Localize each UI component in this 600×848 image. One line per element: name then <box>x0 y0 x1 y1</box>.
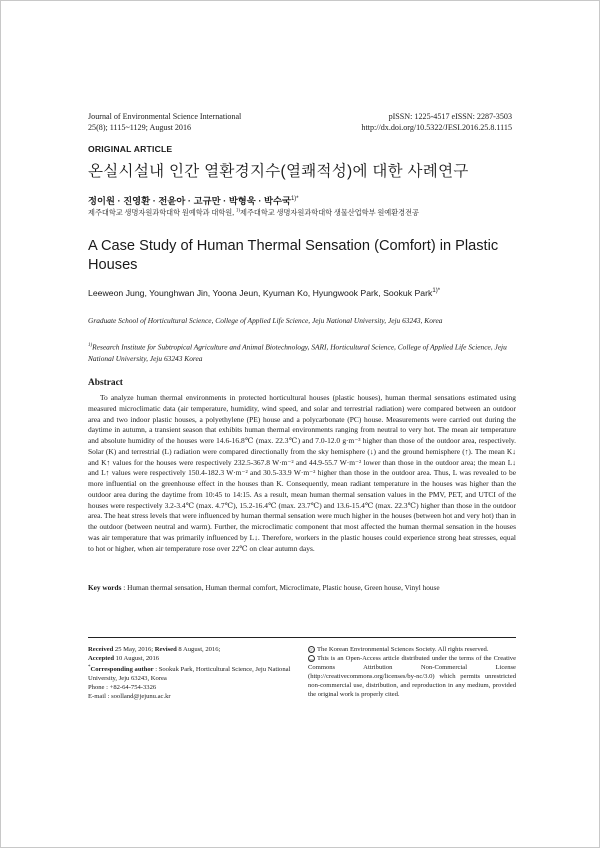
journal-doi[interactable]: http://dx.doi.org/10.5322/JESI.2016.25.8.1115 <box>361 123 512 132</box>
footer-divider <box>88 637 516 638</box>
received-revised-line <box>88 645 300 654</box>
korean-affiliation-b: 제주대학교 생명자원과학대학 생물산업학부 원예환경전공 <box>240 209 420 217</box>
copyright-line <box>308 645 516 654</box>
affiliation-2-text: Research Institute for Subtropical Agriculture and Animal Biotechnology, SARI, Horticultural Science, College of Applied Life Science, Jeju National University, Jeju 63243 Korea <box>88 342 507 363</box>
phone: Phone : +82-64-754-3326 <box>88 684 157 692</box>
journal-issue: 25(8); 1115~1129; August 2016 <box>88 123 192 132</box>
journal-name: Journal of Environmental Science International <box>88 112 242 121</box>
copyright-icon: ⓒ <box>309 648 314 653</box>
affiliation-2-superscript: 1) <box>88 343 93 348</box>
revised-date: 8 August, 2016; <box>176 646 221 653</box>
journal-issn: pISSN: 1225-4517 eISSN: 2287-3503 <box>388 112 512 121</box>
korean-authors-superscript: 1)* <box>290 195 299 202</box>
copyright-text: The Korean Environmental Sciences Society. All rights reserved. <box>317 646 489 653</box>
korean-authors <box>88 193 299 207</box>
corresponding-superscript: * <box>88 665 91 670</box>
journal-info-right <box>361 111 512 133</box>
english-authors-superscript: 1)* <box>432 288 441 294</box>
email[interactable]: E-mail : soolland@jejunu.ac.kr <box>88 693 171 701</box>
english-authors-names: Leeweon Jung, Younghwan Jin, Yoona Jeun, Kyuman Ko, Hyungwook Park, Sookuk Park <box>88 287 433 298</box>
received-date: 25 May, 2016; <box>113 646 155 653</box>
korean-authors-names: 정이원 · 진영환 · 전윤아 · 고규만 · 박형욱 · 박수국 <box>88 196 291 206</box>
corresponding-text: : Sookuk Park, Horticultural Science, Jeju National University, Jeju 63243, Korea <box>88 666 291 683</box>
abstract-body: To analyze human thermal environments in protected horticultural houses (plastic houses), human thermal sensations estimated using measured microclimatic data (air temperature, humidity, wind speed, and solar and terrestrial radiation) were compared between an outdoor area and two indoor plastic houses, a polyethylene (PE) house and a polycarbonate (PC) house. Measurements were carried out during the daytime in autumn, a transient season that exhibits human thermal environments ranging from neutral to very hot. The mean air temperature and absolute humidity of the houses were 14.6-16.8℃ (max. 22.3℃) and 7.0-12.0 g·m⁻³ higher than those of the outdoor area, respectively. Solar (K) and terrestrial (L) radiation were compared directionally from the sky hemisphere (↓) and the ground hemisphere (↑). The mean K↓ and K↑ values for the houses were respectively 232.5-367.8 W·m⁻² and 44.9-55.7 W·m⁻² lower than those in the outdoor area; the mean L↓ and L↑ values were respectively 150.4-182.3 W·m⁻² and 30.5-33.9 W·m⁻² higher than those in the outdoor area. Thus, L was revealed to be more influential on the greenhouse effect in the houses than K. Consequently, mean radiant temperature in the houses was higher than the outdoor area during the daytime from 10:45 to 14:15. As a result, mean human thermal sensation values in the PMV, PET, and UTCI of the houses were respectively 3.2-3.4℃ (max. 4.7℃), 15.2-16.4℃ (max. 23.7℃) and 13.6-15.4℃ (max. 22.3℃) higher than those in the outdoor area. The heat stress levels that were influenced by human thermal sensation were much higher in the houses (between hot and very hot) than in the outdoor (between neutral and warm). Further, the microclimatic component that most affected the human thermal sensation in the houses was air temperature that was primarily influenced by L↓. Therefore, workers in the plastic houses could experience strong heat stresses, equal to hot or higher, when air temperature rose over 22℃ on clear autumn days. <box>88 393 516 553</box>
accepted-date: 10 August, 2016 <box>114 655 160 662</box>
korean-title: 온실시설내 인간 열환경지수(열쾌적성)에 대한 사례연구 <box>88 163 469 180</box>
corresponding-author <box>88 663 300 683</box>
korean-affiliation <box>88 208 419 218</box>
accepted-line <box>88 654 300 663</box>
affiliation-2 <box>88 340 528 364</box>
keywords <box>88 583 516 592</box>
abstract-heading: Abstract <box>88 378 123 388</box>
accepted-label: Accepted <box>88 655 114 662</box>
revised-label: Revised <box>154 646 177 653</box>
affiliation-1: Graduate School of Horticultural Science, College of Applied Life Science, Jeju National University, Jeju 63243, Korea <box>88 316 443 325</box>
journal-info-left <box>88 111 241 133</box>
footer-left <box>88 645 300 701</box>
keywords-list: : Human thermal sensation, Human thermal comfort, Microclimate, Plastic house, Green house, Vinyl house <box>121 583 440 592</box>
creative-commons-icon: cc <box>309 657 314 662</box>
korean-affiliation-a: 제주대학교 생명자원과학대학 원예학과 대학원, <box>88 209 236 217</box>
article-type: ORIGINAL ARTICLE <box>88 144 173 154</box>
corresponding-label: Corresponding author <box>90 666 154 674</box>
license-text[interactable]: This is an Open-Access article distributed under the terms of the Creative Commons Attribution Non-Commercial License (http://creativecommons.org/licenses/by-nc/3.0) which permits unrestricted non-commercial use, distribution, and reproduction in any medium, provided the original work is properly cited. <box>308 655 516 698</box>
korean-affiliation-superscript: 1) <box>235 208 241 214</box>
received-label: Received <box>88 646 114 653</box>
english-authors <box>88 284 508 300</box>
english-title: A Case Study of Human Thermal Sensation (Comfort) in Plastic Houses <box>88 238 499 273</box>
footer-right <box>308 645 516 699</box>
keywords-label: Key words <box>88 583 122 592</box>
license-text-block <box>308 654 516 699</box>
